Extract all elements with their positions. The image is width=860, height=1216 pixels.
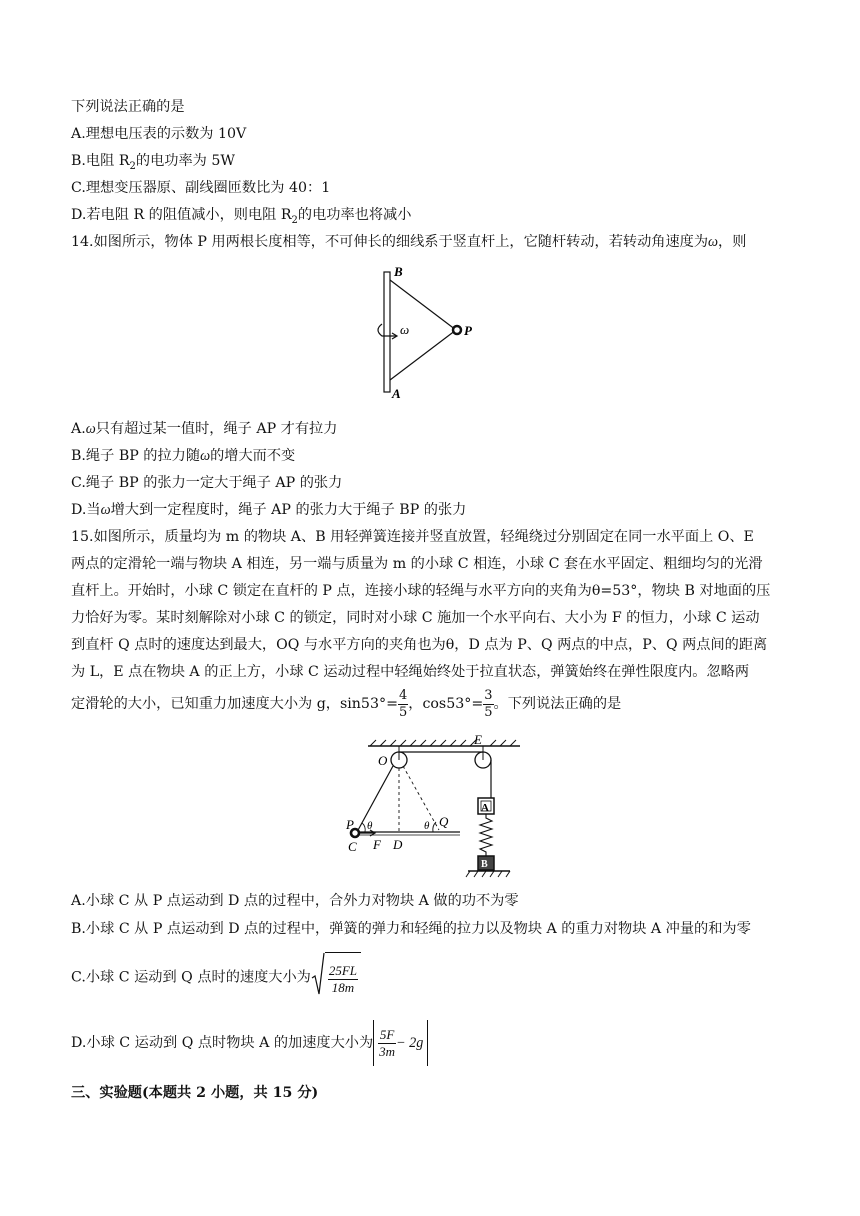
label-e: E xyxy=(474,732,482,747)
q15-stem-line2: 两点的定滑轮一端与物块 A 相连，另一端与质量为 m 的小球 C 相连，小球 C 套在水平固定、粗细均匀的光滑 xyxy=(71,556,763,572)
vertical-rod xyxy=(384,272,390,392)
q14-option-b: B.绳子 BP 的拉力随ω的增大而不变 xyxy=(71,448,296,464)
q15-stem-line1: 15.如图所示，质量均为 m 的物块 A、B 用轻弹簧连接并竖直放置，轻绳绕过分别固定在同一水平面上 O、E xyxy=(71,529,754,545)
sin-fraction: $\frac{4}{5}$ xyxy=(398,687,408,720)
spring xyxy=(480,814,492,856)
label-a: A xyxy=(392,386,401,401)
label-c: C xyxy=(348,839,357,854)
q15-option-c: C.小球 C 运动到 Q 点时的速度大小为 $\frac{25FL}{18m}$ xyxy=(71,952,361,1003)
q14-option-c: C.绳子 BP 的张力一定大于绳子 AP 的张力 xyxy=(71,475,343,491)
label-f: F xyxy=(373,837,381,852)
q14-option-a: A.ω只有超过某一值时，绳子 AP 才有拉力 xyxy=(71,421,338,437)
cos-fraction: $\frac{3}{5}$ xyxy=(484,687,493,720)
label-block-a: A xyxy=(481,802,489,814)
q13-option-c: C.理想变压器原、副线圈匝数比为 40：1 xyxy=(71,180,331,196)
label-omega: ω xyxy=(400,322,410,337)
q13-option-a: A.理想电压表的示数为 10V xyxy=(71,126,247,142)
q15-stem-line6: 为 L，E 点在物块 A 的正上方，小球 C 运动过程中轻绳始终处于拉直状态，弹簧始终在弹性限度内。忽略两 xyxy=(71,664,750,680)
q15-option-a: A.小球 C 从 P 点运动到 D 点的过程中，合外力对物块 A 做的功不为零 xyxy=(71,893,519,909)
sqrt-expression: $\frac{25FL}{18m}$ xyxy=(311,952,361,1003)
rope-ap xyxy=(390,330,456,380)
q13-option-b: B.电阻 $R_2$的电功率为 5W xyxy=(71,153,235,172)
q15-stem-line7: 定滑轮的大小，已知重力加速度大小为 g，sin53°= $\frac{4}{5}$ ，cos53°= $\frac{3}{5}$ 。下列说法正确的是 xyxy=(71,687,622,720)
label-p: P xyxy=(346,817,354,832)
q15-option-d: D.小球 C 运动到 Q 点时物块 A 的加速度大小为 $\frac{5F}{3m}$ − 2g xyxy=(71,1020,428,1066)
q14-figure xyxy=(360,262,490,412)
rope-oc xyxy=(357,766,393,832)
label-theta-p: θ xyxy=(367,820,373,832)
q13-intro: 下列说法正确的是 xyxy=(71,99,185,115)
label-b: B xyxy=(394,264,403,279)
label-q: Q xyxy=(439,814,449,829)
label-p: P xyxy=(464,323,472,338)
q15-figure xyxy=(340,732,530,882)
q15-stem-line3: 直杆上。开始时，小球 C 锁定在直杆的 P 点，连接小球的轻绳与水平方向的夹角为θ=53°，物块 B 对地面的压 xyxy=(71,583,771,599)
q14-option-d: D.当ω增大到一定程度时，绳子 AP 的张力大于绳子 BP 的张力 xyxy=(71,502,467,518)
object-p xyxy=(453,326,461,334)
label-o: O xyxy=(378,753,388,768)
label-d: D xyxy=(393,837,403,852)
label-theta-q: θ xyxy=(424,820,430,832)
q14-stem: 14.如图所示，物体 P 用两根长度相等，不可伸长的细线系于竖直杆上，它随杆转动，若转动角速度为ω，则 xyxy=(71,234,747,250)
q15-stem-line5: 到直杆 Q 点时的速度达到最大，OQ 与水平方向的夹角也为θ，D 点为 P、Q 两点的中点，P、Q 两点间的距离 xyxy=(71,637,768,653)
q13-option-d: D.若电阻 R 的阻值减小，则电阻 $R_2$的电功率也将减小 xyxy=(71,207,412,226)
q15-stem-line4: 力恰好为零。某时刻解除对小球 C 的锁定，同时对小球 C 施加一个水平向右、大小为 F 的恒力，小球 C 运动 xyxy=(71,610,760,626)
label-block-b: B xyxy=(481,859,488,870)
abs-expression: $\frac{5F}{3m}$ − 2g xyxy=(373,1020,428,1066)
section-heading: 三、实验题(本题共 2 小题，共 15 分) xyxy=(71,1085,319,1101)
q15-option-b: B.小球 C 从 P 点运动到 D 点的过程中，弹簧的弹力和轻绳的拉力以及物块 A 的重力对物块 A 冲量的和为零 xyxy=(71,921,751,937)
